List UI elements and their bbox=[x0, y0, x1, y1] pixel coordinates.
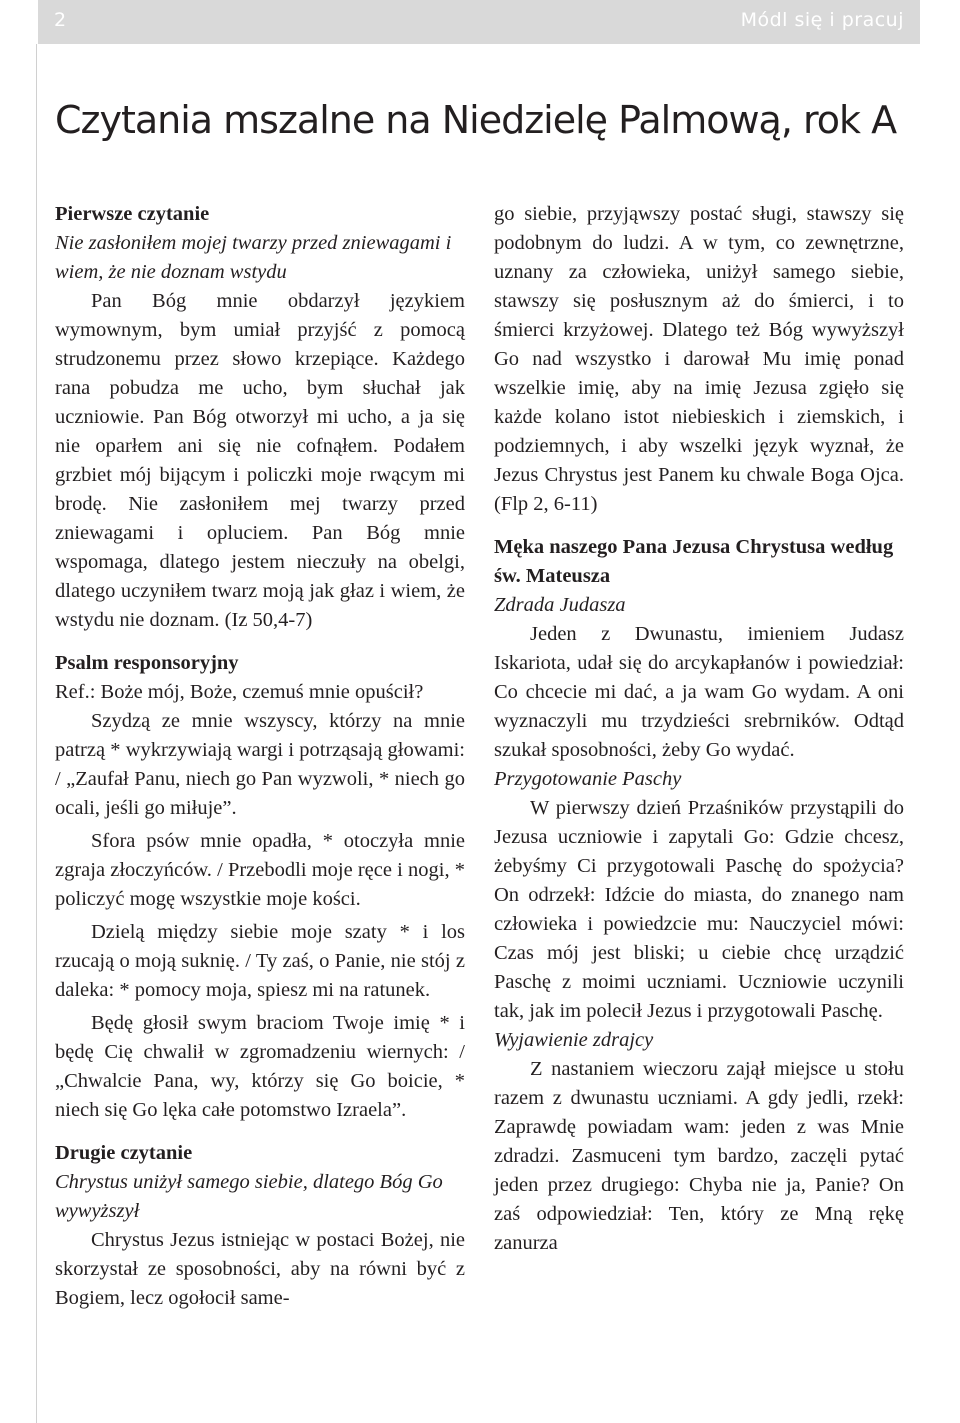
left-column bbox=[55, 200, 465, 1313]
second-reading-subtitle: Chrystus uniżył samego siebie, dlatego Bóg Go wywyższył bbox=[55, 1171, 443, 1222]
second-reading-text-continued: go siebie, przyjąwszy postać sługi, stawszy się podobnym do ludzi. A w tym, co zewnętrzne, uznany za człowieka, uniżył samego siebie, stawszy się posłusznym aż do śmierci, i to śmierci krzyżowej. Dlatego też Bóg wywyższył Go nad wszystko i darował Mu imię ponad wszelkie imię, aby na imię Jezusa zgięło się każde kolano istot niebieskich i ziemskich, i podziemnych, i aby wszelki język wyznał, że Jezus Chrystus jest Panem ku chwale Boga Ojca. (Flp 2, 6-11) bbox=[494, 203, 904, 515]
first-reading-subtitle: Nie zasłoniłem mojej twarzy przed zniewagami i wiem, że nie doznam wstydu bbox=[55, 232, 452, 283]
passion-section-subtitle: Wyjawienie zdrajcy bbox=[494, 1029, 654, 1051]
passion-section-text: Z nastaniem wieczoru zajął miejsce u stołu razem z dwunastu uczniami. A gdy jedli, rzekł: Zaprawdę powiadam wam: jeden z was Mnie zdradzi. Zasmuceni tym bardzo, zaczęli pytać jeden przez drugiego: Chyba nie ja, Panie? On zaś odpowiedział: Ten, który ze Mną rękę zanurza bbox=[494, 1058, 904, 1254]
psalm-stanza: Dzielą między siebie moje szaty * i los rzucają o moją suknię. / Ty zaś, o Panie, nie stój z daleka: * pomocy moja, spiesz mi na ratunek. bbox=[55, 921, 465, 1001]
passion-section-subtitle: Zdrada Judasza bbox=[494, 594, 626, 616]
psalm-stanza: Sfora psów mnie opadła, * otoczyła mnie zgraja złoczyńców. / Przebodli moje ręce i nogi, * policzyć mogę wszystkie moje kości. bbox=[55, 830, 465, 910]
page-header bbox=[38, 0, 920, 44]
passion-heading: Męka naszego Pana Jezusa Chrystusa według św. Mateusza bbox=[494, 536, 894, 587]
first-reading-text: Pan Bóg mnie obdarzył językiem wymownym, bym umiał przyjść z pomocą strudzonemu przez słowo krzepiące. Każdego rana pobudza me ucho, bym słuchał jak uczniowie. Pan Bóg otworzył mi ucho, a ja się nie oparłem ani się nie cofnąłem. Podałem grzbiet mój bijącym i policzki moje rwącym mi brodę. Nie zasłoniłem mej twarzy przed zniewagami i opluciem. Pan Bóg mnie wspomaga, dlatego jestem nieczuły na obelgi, dlatego uczyniłem twarz moją jak głaz i wiem, że wstydu nie doznam. (Iz 50,4-7) bbox=[55, 290, 465, 631]
running-title: Módl się i pracuj bbox=[740, 9, 904, 31]
psalm-heading: Psalm responsoryjny bbox=[55, 652, 239, 674]
first-reading-heading: Pierwsze czytanie bbox=[55, 203, 210, 225]
passion-section-text: Jeden z Dwunastu, imieniem Judasz Iskariota, udał się do arcykapłanów i powiedział: Co chcecie mi dać, a ja wam Go wydam. A oni wyznaczyli mu trzydzieści srebrników. Odtąd szukał sposobności, żeby Go wydać. bbox=[494, 623, 904, 761]
margin-rule bbox=[36, 44, 37, 1423]
psalm-stanza: Będę głosił swym braciom Twoje imię * i będę Cię chwalił w zgromadzeniu wiernych: / „Chwalcie Pana, wy, którzy się Go boicie, * niech się Go lęka całe potomstwo Izraela”. bbox=[55, 1012, 465, 1121]
passion-section-subtitle: Przygotowanie Paschy bbox=[494, 768, 682, 790]
page-number: 2 bbox=[54, 9, 67, 31]
psalm-stanza: Szydzą ze mnie wszyscy, którzy na mnie patrzą * wykrzywiają wargi i potrząsają głowami: / „Zaufał Panu, niech go Pan wyzwoli, * niech go ocali, jeśli go miłuje”. bbox=[55, 710, 465, 819]
right-column bbox=[494, 200, 904, 1258]
passion-section-text: W pierwszy dzień Przaśników przystąpili do Jezusa uczniowie i zapytali Go: Gdzie chcesz, żebyśmy Ci przygotowali Paschę do spożycia? On odrzekł: Idźcie do miasta, do znanego nam człowieka i powiedzcie mu: Nauczyciel mówi: Czas mój jest bliski; u ciebie chcę urządzić Paschę z moimi uczniami. Uczniowie uczynili tak, jak im polecił Jezus i przygotowali Paschę. bbox=[494, 797, 904, 1022]
second-reading-text-start: Chrystus Jezus istniejąc w postaci Bożej, nie skorzystał ze sposobności, aby na równi być z Bogiem, lecz ogołocił same- bbox=[55, 1229, 465, 1309]
second-reading-heading: Drugie czytanie bbox=[55, 1142, 193, 1164]
page-title: Czytania mszalne na Niedzielę Palmową, rok A bbox=[55, 98, 897, 142]
psalm-refrain: Ref.: Boże mój, Boże, czemuś mnie opuścił? bbox=[55, 681, 424, 703]
